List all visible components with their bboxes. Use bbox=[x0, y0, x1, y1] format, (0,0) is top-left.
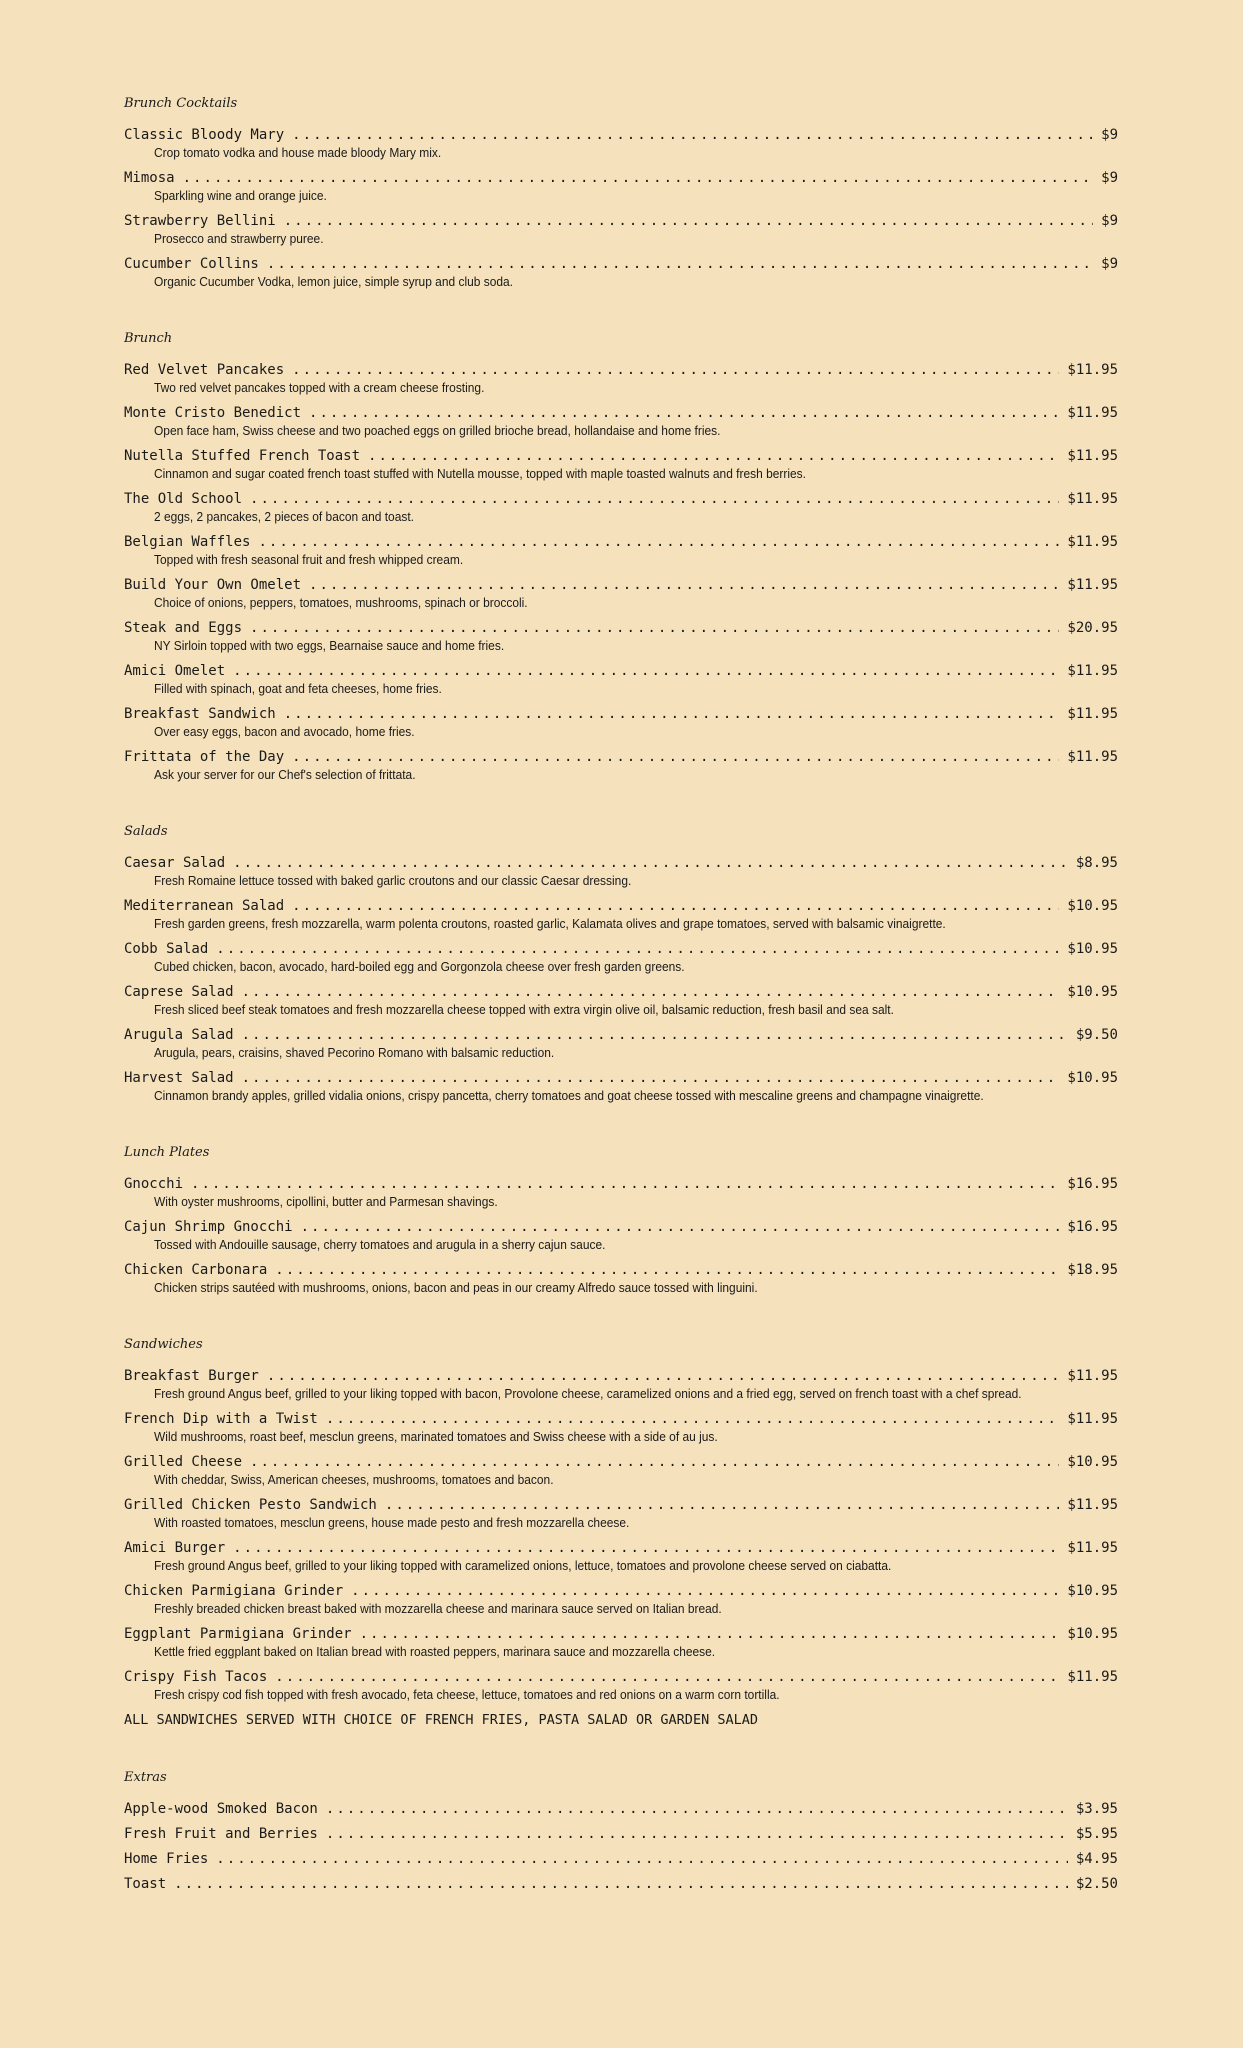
menu-item-price: $10.95 bbox=[1067, 1454, 1118, 1470]
menu-item-price: $18.95 bbox=[1067, 1262, 1118, 1278]
section-title: Brunch bbox=[124, 331, 173, 346]
menu-item-price: $9 bbox=[1101, 256, 1118, 272]
menu-item-name: Fresh Fruit and Berries bbox=[124, 1826, 318, 1842]
menu-item-name: Cucumber Collins bbox=[124, 256, 259, 272]
dot-leader bbox=[326, 1800, 1068, 1818]
menu-item bbox=[124, 748, 1118, 783]
menu-item bbox=[124, 1875, 1118, 1893]
menu-item-row bbox=[124, 1496, 1118, 1514]
menu-item-price: $4.95 bbox=[1075, 1851, 1118, 1867]
dot-leader bbox=[267, 255, 1093, 273]
menu-item-description: Open face ham, Swiss cheese and two poached eggs on grilled brioche bread, hollandaise and home fries. bbox=[154, 423, 721, 438]
dot-leader bbox=[309, 404, 1059, 422]
menu-item bbox=[124, 1825, 1118, 1843]
menu-item-description: Choice of onions, peppers, tomatoes, mushrooms, spinach or broccoli. bbox=[154, 595, 528, 610]
menu-item-description: Filled with spinach, goat and feta cheeses, home fries. bbox=[154, 681, 442, 696]
menu-item bbox=[124, 361, 1118, 396]
menu-item bbox=[124, 1026, 1118, 1061]
dot-leader bbox=[216, 1850, 1068, 1868]
menu-item-name: Steak and Eggs bbox=[124, 620, 243, 636]
menu-item-price: $11.95 bbox=[1067, 1540, 1118, 1556]
menu-item bbox=[124, 1625, 1118, 1660]
menu-item bbox=[124, 1175, 1118, 1210]
dot-leader bbox=[242, 983, 1060, 1001]
menu-item bbox=[124, 1261, 1118, 1296]
menu-item-name: Frittata of the Day bbox=[124, 749, 285, 765]
menu-item-description: Over easy eggs, bacon and avocado, home fries. bbox=[154, 724, 415, 739]
menu-item-description: Fresh sliced beef steak tomatoes and fresh mozzarella cheese topped with extra virgin olive oil, balsamic reduction, fresh basil and sea salt. bbox=[154, 1002, 894, 1017]
menu-section bbox=[124, 1769, 1118, 1893]
dot-leader bbox=[233, 854, 1068, 872]
menu-item-row bbox=[124, 1367, 1118, 1385]
menu-item bbox=[124, 619, 1118, 654]
menu-item-price: $10.95 bbox=[1067, 898, 1118, 914]
section-title: Brunch Cocktails bbox=[124, 96, 238, 111]
menu-item-name: Gnocchi bbox=[124, 1176, 184, 1192]
dot-leader bbox=[292, 897, 1059, 915]
dot-leader bbox=[301, 1218, 1060, 1236]
menu-item-description: With roasted tomatoes, mesclun greens, house made pesto and fresh mozzarella cheese. bbox=[154, 1515, 630, 1530]
dot-leader bbox=[250, 1453, 1059, 1471]
menu-item bbox=[124, 1668, 1118, 1703]
menu-item-row bbox=[124, 447, 1118, 465]
menu-item-row bbox=[124, 897, 1118, 915]
menu-item bbox=[124, 983, 1118, 1018]
menu-item-row bbox=[124, 169, 1118, 187]
menu-item-name: Grilled Cheese bbox=[124, 1454, 243, 1470]
menu-item-row bbox=[124, 1875, 1118, 1893]
menu-item-name: Breakfast Burger bbox=[124, 1368, 259, 1384]
menu-item-description: Freshly breaded chicken breast baked with mozzarella cheese and marinara sauce served on Italian bread. bbox=[154, 1601, 722, 1616]
menu-item-row bbox=[124, 212, 1118, 230]
menu-item-price: $10.95 bbox=[1067, 984, 1118, 1000]
menu-item bbox=[124, 404, 1118, 439]
menu-item-name: Toast bbox=[124, 1876, 167, 1892]
menu-item-price: $2.50 bbox=[1075, 1876, 1118, 1892]
dot-leader bbox=[174, 1875, 1068, 1893]
menu-item-row bbox=[124, 940, 1118, 958]
section-title: Lunch Plates bbox=[124, 1145, 210, 1160]
menu-item-price: $11.95 bbox=[1067, 706, 1118, 722]
menu-item-price: $9 bbox=[1101, 213, 1118, 229]
menu-item bbox=[124, 705, 1118, 740]
menu-item-row bbox=[124, 490, 1118, 508]
menu-item-name: Apple-wood Smoked Bacon bbox=[124, 1801, 318, 1817]
menu-item-name: Nutella Stuffed French Toast bbox=[124, 448, 361, 464]
menu-item-description: NY Sirloin topped with two eggs, Bearnaise sauce and home fries. bbox=[154, 638, 505, 653]
menu-item-description: Fresh Romaine lettuce tossed with baked garlic croutons and our classic Caesar dressing. bbox=[154, 873, 632, 888]
menu-item-row bbox=[124, 1668, 1118, 1686]
menu-item bbox=[124, 1218, 1118, 1253]
menu-item-price: $11.95 bbox=[1067, 448, 1118, 464]
menu-item-row bbox=[124, 1453, 1118, 1471]
menu-item bbox=[124, 126, 1118, 161]
menu-item-description: Cinnamon brandy apples, grilled vidalia onions, crispy pancetta, cherry tomatoes and goat cheese tossed with mescaline greens and champagne vinaigrette. bbox=[154, 1088, 984, 1103]
menu-item-row bbox=[124, 1582, 1118, 1600]
dot-leader bbox=[284, 212, 1093, 230]
menu-item-description: Topped with fresh seasonal fruit and fresh whipped cream. bbox=[154, 552, 464, 567]
menu-item-price: $11.95 bbox=[1067, 1497, 1118, 1513]
menu-item-price: $16.95 bbox=[1067, 1219, 1118, 1235]
dot-leader bbox=[326, 1410, 1060, 1428]
dot-leader bbox=[233, 1539, 1059, 1557]
menu-item-description: Sparkling wine and orange juice. bbox=[154, 188, 327, 203]
dot-leader bbox=[250, 490, 1059, 508]
menu-item-price: $11.95 bbox=[1067, 577, 1118, 593]
menu-item-price: $10.95 bbox=[1067, 1583, 1118, 1599]
menu-item-row bbox=[124, 1069, 1118, 1087]
menu-item-price: $8.95 bbox=[1075, 855, 1118, 871]
menu-item-name: Strawberry Bellini bbox=[124, 213, 276, 229]
menu-item-name: Build Your Own Omelet bbox=[124, 577, 302, 593]
menu-section bbox=[124, 330, 1118, 783]
menu-item-row bbox=[124, 662, 1118, 680]
dot-leader bbox=[191, 1175, 1059, 1193]
menu-item-description: Chicken strips sautéed with mushrooms, onions, bacon and peas in our creamy Alfredo sauce tossed with linguini. bbox=[154, 1280, 758, 1295]
menu-section bbox=[124, 95, 1118, 290]
menu-item-row bbox=[124, 1850, 1118, 1868]
dot-leader bbox=[385, 1496, 1060, 1514]
menu-item-name: Chicken Parmigiana Grinder bbox=[124, 1583, 344, 1599]
menu-item-price: $11.95 bbox=[1067, 1411, 1118, 1427]
dot-leader bbox=[267, 1367, 1060, 1385]
menu-item-description: Prosecco and strawberry puree. bbox=[154, 231, 324, 246]
menu-item-price: $11.95 bbox=[1067, 1669, 1118, 1685]
menu-item-row bbox=[124, 255, 1118, 273]
menu-item-price: $16.95 bbox=[1067, 1176, 1118, 1192]
section-title: Salads bbox=[124, 824, 168, 839]
menu-item-description: Organic Cucumber Vodka, lemon juice, simple syrup and club soda. bbox=[154, 274, 513, 289]
menu-item bbox=[124, 1367, 1118, 1402]
menu-item bbox=[124, 255, 1118, 290]
menu-item-name: Crispy Fish Tacos bbox=[124, 1669, 268, 1685]
menu-item-price: $20.95 bbox=[1067, 620, 1118, 636]
menu-item-row bbox=[124, 748, 1118, 766]
menu-item-name: Classic Bloody Mary bbox=[124, 127, 285, 143]
dot-leader bbox=[360, 1625, 1060, 1643]
menu-item-name: Chicken Carbonara bbox=[124, 1262, 268, 1278]
menu-item bbox=[124, 897, 1118, 932]
dot-leader bbox=[183, 169, 1094, 187]
menu-item bbox=[124, 1850, 1118, 1868]
menu-item-name: Grilled Chicken Pesto Sandwich bbox=[124, 1497, 377, 1513]
menu-item-description: Tossed with Andouille sausage, cherry tomatoes and arugula in a sherry cajun sauce. bbox=[154, 1237, 606, 1252]
menu-item-name: Belgian Waffles bbox=[124, 534, 251, 550]
dot-leader bbox=[326, 1825, 1068, 1843]
menu-item-name: Breakfast Sandwich bbox=[124, 706, 276, 722]
menu-item-row bbox=[124, 576, 1118, 594]
menu-item-price: $11.95 bbox=[1067, 362, 1118, 378]
menu-item-row bbox=[124, 1026, 1118, 1044]
menu-item-name: Amici Omelet bbox=[124, 663, 226, 679]
dot-leader bbox=[242, 1069, 1060, 1087]
menu-item-row bbox=[124, 1218, 1118, 1236]
menu-item-row bbox=[124, 404, 1118, 422]
menu-item-description: Fresh crispy cod fish topped with fresh avocado, feta cheese, lettuce, tomatoes and red onions on a warm corn tortilla. bbox=[154, 1687, 780, 1702]
menu-item-row bbox=[124, 983, 1118, 1001]
menu bbox=[124, 95, 1118, 1933]
dot-leader bbox=[250, 619, 1059, 637]
menu-item-description: Cubed chicken, bacon, avocado, hard-boiled egg and Gorgonzola cheese over fresh garden greens. bbox=[154, 959, 685, 974]
dot-leader bbox=[292, 748, 1059, 766]
dot-leader bbox=[242, 1026, 1068, 1044]
dot-leader bbox=[275, 1668, 1059, 1686]
section-title: Sandwiches bbox=[124, 1337, 203, 1352]
menu-item bbox=[124, 1496, 1118, 1531]
menu-item-name: Monte Cristo Benedict bbox=[124, 405, 302, 421]
menu-item-row bbox=[124, 1410, 1118, 1428]
menu-item-row bbox=[124, 705, 1118, 723]
menu-item-price: $9 bbox=[1101, 127, 1118, 143]
menu-item-description: Crop tomato vodka and house made bloody Mary mix. bbox=[154, 145, 442, 160]
dot-leader bbox=[275, 1261, 1059, 1279]
menu-item-price: $5.95 bbox=[1075, 1826, 1118, 1842]
menu-item bbox=[124, 1453, 1118, 1488]
menu-item-price: $9 bbox=[1101, 170, 1118, 186]
dot-leader bbox=[233, 662, 1059, 680]
dot-leader bbox=[351, 1582, 1059, 1600]
menu-item bbox=[124, 576, 1118, 611]
dot-leader bbox=[216, 940, 1059, 958]
menu-item bbox=[124, 1539, 1118, 1574]
dot-leader bbox=[292, 361, 1059, 379]
menu-item-description: With cheddar, Swiss, American cheeses, mushrooms, tomatoes and bacon. bbox=[154, 1472, 554, 1487]
dot-leader bbox=[258, 533, 1059, 551]
menu-item-name: French Dip with a Twist bbox=[124, 1411, 318, 1427]
menu-item-name: Harvest Salad bbox=[124, 1070, 234, 1086]
menu-item-name: The Old School bbox=[124, 491, 243, 507]
dot-leader bbox=[292, 126, 1093, 144]
menu-item bbox=[124, 447, 1118, 482]
menu-item bbox=[124, 212, 1118, 247]
section-title: Extras bbox=[124, 1770, 167, 1785]
menu-item-name: Home Fries bbox=[124, 1851, 209, 1867]
menu-item-row bbox=[124, 854, 1118, 872]
menu-item-row bbox=[124, 1175, 1118, 1193]
dot-leader bbox=[309, 576, 1059, 594]
menu-item-price: $10.95 bbox=[1067, 1626, 1118, 1642]
menu-item-description: 2 eggs, 2 pancakes, 2 pieces of bacon and toast. bbox=[154, 509, 414, 524]
menu-item-name: Mimosa bbox=[124, 170, 175, 186]
menu-item-name: Cajun Shrimp Gnocchi bbox=[124, 1219, 293, 1235]
menu-section bbox=[124, 1336, 1118, 1729]
menu-item-description: Fresh ground Angus beef, grilled to your liking topped with caramelized onions, lettuce, tomatoes and provolone cheese served on ciabatta. bbox=[154, 1558, 892, 1573]
menu-item bbox=[124, 662, 1118, 697]
menu-item-row bbox=[124, 1261, 1118, 1279]
menu-item-row bbox=[124, 126, 1118, 144]
menu-item-name: Mediterranean Salad bbox=[124, 898, 285, 914]
menu-item-price: $3.95 bbox=[1075, 1801, 1118, 1817]
menu-item-price: $9.50 bbox=[1075, 1027, 1118, 1043]
menu-item bbox=[124, 1582, 1118, 1617]
menu-item-price: $11.95 bbox=[1067, 491, 1118, 507]
section-note: ALL SANDWICHES SERVED WITH CHOICE OF FRENCH FRIES, PASTA SALAD OR GARDEN SALAD bbox=[124, 1712, 758, 1728]
menu-section bbox=[124, 823, 1118, 1104]
menu-item-row bbox=[124, 1825, 1118, 1843]
menu-item-description: Arugula, pears, craisins, shaved Pecorino Romano with balsamic reduction. bbox=[154, 1045, 555, 1060]
menu-item-price: $11.95 bbox=[1067, 534, 1118, 550]
menu-item-price: $10.95 bbox=[1067, 941, 1118, 957]
menu-item-price: $11.95 bbox=[1067, 663, 1118, 679]
menu-item-row bbox=[124, 619, 1118, 637]
dot-leader bbox=[284, 705, 1060, 723]
menu-item bbox=[124, 490, 1118, 525]
menu-item-price: $11.95 bbox=[1067, 749, 1118, 765]
menu-section bbox=[124, 1144, 1118, 1296]
menu-item-description: Fresh garden greens, fresh mozzarella, warm polenta croutons, roasted garlic, Kalamata olives and grape tomatoes, served with balsamic vinaigrette. bbox=[154, 916, 946, 931]
menu-item-description: Kettle fried eggplant baked on Italian bread with roasted peppers, marinara sauce and mozzarella cheese. bbox=[154, 1644, 716, 1659]
menu-item-description: Fresh ground Angus beef, grilled to your liking topped with bacon, Provolone cheese, caramelized onions and a fried egg, served on french toast with a chef spread. bbox=[154, 1386, 1022, 1401]
menu-item-price: $10.95 bbox=[1067, 1070, 1118, 1086]
menu-item-description: Cinnamon and sugar coated french toast stuffed with Nutella mousse, topped with maple toasted walnuts and fresh berries. bbox=[154, 466, 806, 481]
menu-item-name: Arugula Salad bbox=[124, 1027, 234, 1043]
menu-item bbox=[124, 533, 1118, 568]
menu-item bbox=[124, 1410, 1118, 1445]
menu-item-name: Amici Burger bbox=[124, 1540, 226, 1556]
menu-item-price: $11.95 bbox=[1067, 405, 1118, 421]
menu-item-row bbox=[124, 1539, 1118, 1557]
menu-item-name: Cobb Salad bbox=[124, 941, 209, 957]
menu-item-row bbox=[124, 361, 1118, 379]
menu-item-price: $11.95 bbox=[1067, 1368, 1118, 1384]
dot-leader bbox=[368, 447, 1059, 465]
menu-item bbox=[124, 169, 1118, 204]
menu-item bbox=[124, 940, 1118, 975]
menu-item-description: Wild mushrooms, roast beef, mesclun greens, marinated tomatoes and Swiss cheese with a side of au jus. bbox=[154, 1429, 718, 1444]
menu-item-description: With oyster mushrooms, cipollini, butter and Parmesan shavings. bbox=[154, 1194, 498, 1209]
menu-item-row bbox=[124, 1800, 1118, 1818]
menu-item bbox=[124, 1800, 1118, 1818]
menu-item bbox=[124, 854, 1118, 889]
menu-item bbox=[124, 1069, 1118, 1104]
menu-item-name: Red Velvet Pancakes bbox=[124, 362, 285, 378]
menu-item-name: Caesar Salad bbox=[124, 855, 226, 871]
menu-item-row bbox=[124, 533, 1118, 551]
menu-item-row bbox=[124, 1625, 1118, 1643]
menu-item-description: Two red velvet pancakes topped with a cream cheese frosting. bbox=[154, 380, 485, 395]
menu-item-name: Eggplant Parmigiana Grinder bbox=[124, 1626, 352, 1642]
menu-item-description: Ask your server for our Chef's selection of frittata. bbox=[154, 767, 416, 782]
menu-item-name: Caprese Salad bbox=[124, 984, 234, 1000]
